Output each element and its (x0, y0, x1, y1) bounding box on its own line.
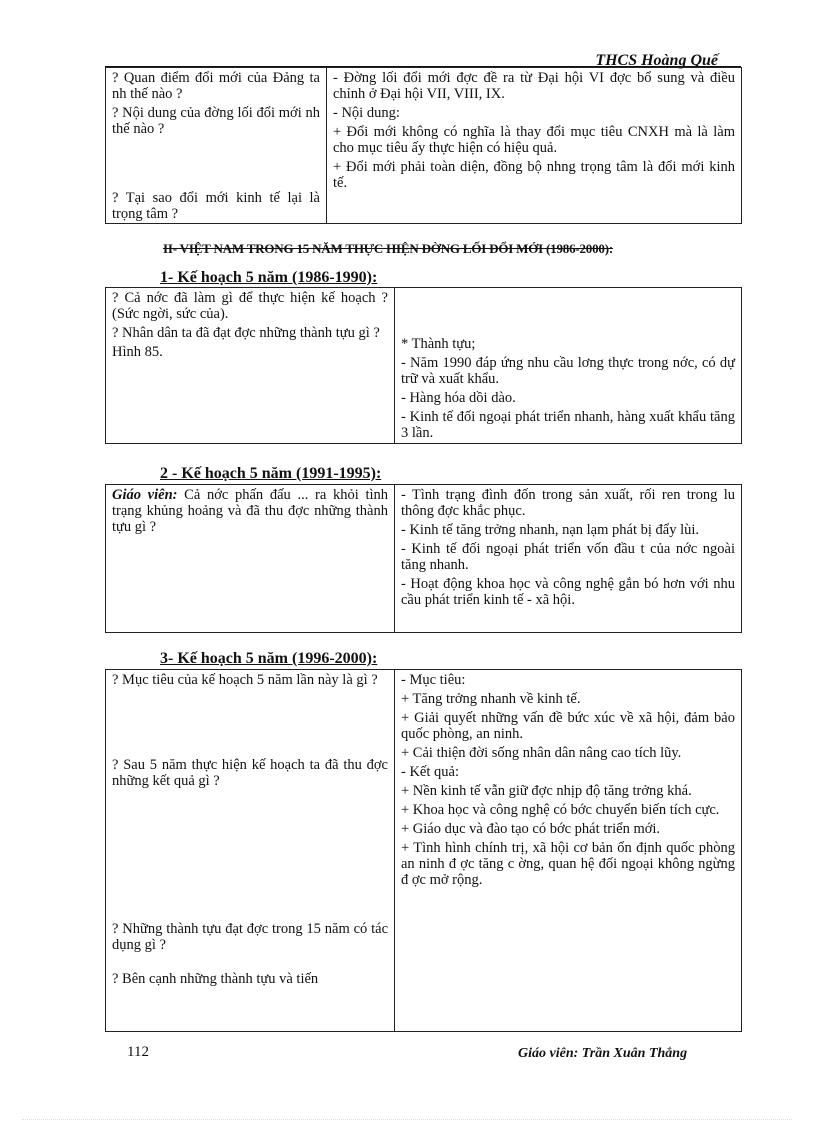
table-plan-3 (105, 669, 742, 1032)
question-cell (106, 485, 395, 633)
answer-9: + Tình hình chính trị, xã hội cơ bản ổn định quốc phòng an ninh đ ợc tăng c ờng, quan hệ đối ngoại không ngừng đ ợc mở rộng. (401, 840, 735, 888)
question-4: ? Bên cạnh những thành tựu và tiến (112, 971, 319, 987)
question-cell (106, 670, 395, 1032)
question-1: ? Quan điểm đổi mới của Đảng ta nh thế nào ? (112, 70, 320, 102)
question-cell (106, 68, 327, 224)
answer-2: - Năm 1990 đáp ứng nhu cầu lơng thực trong nớc, có dự trữ và xuất khẩu. (401, 355, 735, 387)
table-reform-viewpoint (105, 67, 742, 224)
answer-2: - Nội dung: (333, 105, 400, 121)
answer-cell (327, 68, 742, 224)
answer-6: + Nền kinh tế vẫn giữ đợc nhịp độ tăng trởng khá. (401, 783, 692, 799)
answer-4: - Kinh tế đối ngoại phát triển nhanh, hàng xuất khẩu tăng 3 lần. (401, 409, 735, 441)
answer-3: + Giải quyết những vấn đề bức xúc về xã hội, đảm bảo quốc phòng, an ninh. (401, 710, 735, 742)
figure-ref: Hình 85. (112, 344, 163, 360)
answer-1: - Tình trạng đình đốn trong sản xuất, rối ren trong lu thông đợc khắc phục. (401, 487, 735, 519)
answer-4: + Cải thiện đời sống nhân dân nâng cao tích lũy. (401, 745, 682, 761)
plan-3-title: 3- Kế hoạch 5 năm (1996-2000): (160, 650, 378, 667)
answer-1: - Mục tiêu: (401, 672, 466, 688)
page-bottom-rule (22, 1119, 792, 1120)
answer-1: - Đờng lối đổi mới đợc đề ra từ Đại hội VI đợc bổ sung và điều chỉnh ở Đại hội VII, VIII, IX. (333, 70, 735, 102)
answer-7: + Khoa học và công nghệ có bớc chuyển biến tích cực. (401, 802, 720, 818)
answer-4: + Đổi mới phải toàn diện, đồng bộ nhng trọng tâm là đổi mới kinh tế. (333, 159, 735, 191)
teacher-question (112, 487, 388, 535)
question-1: ? Mục tiêu của kế hoạch 5 năm lần này là gì ? (112, 672, 378, 688)
question-2: ? Nhân dân ta đã đạt đợc những thành tựu gì ? (112, 325, 380, 341)
answer-3: - Hàng hóa dồi dào. (401, 390, 516, 406)
section-2-title: II- VIỆT NAM TRONG 15 NĂM THỰC HIỆN ĐỜNG LỐI ĐỔI MỚI (1986-2000): (163, 241, 613, 256)
page-number: 112 (127, 1044, 149, 1060)
school-header: THCS Hoàng Quế (595, 52, 718, 69)
question-1: ? Cả nớc đã làm gì để thực hiện kế hoạch ? (Sức ngời, sức của). (112, 290, 388, 322)
answer-3: + Đổi mới không có nghĩa là thay đổi mục tiêu CNXH mà là làm cho mục tiêu ấy thực hiện có hiệu quả. (333, 124, 735, 156)
answer-5: - Kết quả: (401, 764, 459, 780)
answer-2: + Tăng trởng nhanh về kinh tế. (401, 691, 581, 707)
question-cell (106, 288, 395, 444)
answer-8: + Giáo dục và đào tạo có bớc phát triển mới. (401, 821, 661, 837)
teacher-footer: Giáo viên: Trần Xuân Thắng (518, 1046, 688, 1061)
answer-1: * Thành tựu; (401, 336, 476, 352)
plan-1-title: 1- Kế hoạch 5 năm (1986-1990): (160, 269, 378, 286)
plan-2-title: 2 - Kế hoạch 5 năm (1991-1995): (160, 465, 382, 482)
answer-cell (395, 288, 742, 444)
question-3: ? Những thành tựu đạt đợc trong 15 năm có tác dụng gì ? (112, 921, 388, 953)
question-2: ? Sau 5 năm thực hiện kế hoạch ta đã thu đợc những kết quả gì ? (112, 757, 388, 789)
answer-2: - Kinh tế tăng trởng nhanh, nạn lạm phát bị đẩy lùi. (401, 522, 700, 538)
teacher-label: Giáo viên: (112, 487, 178, 503)
answer-3: - Kinh tế đối ngoại phát triển vốn đầu t của nớc ngoài tăng nhanh. (401, 541, 735, 573)
answer-4: - Hoạt động khoa học và công nghệ gắn bó hơn với nhu cầu phát triển kinh tế - xã hội. (401, 576, 735, 608)
answer-cell (395, 485, 742, 633)
question-2: ? Nội dung của đờng lối đổi mới nh thế nào ? (112, 105, 320, 137)
table-plan-2 (105, 484, 742, 633)
question-3: ? Tại sao đổi mới kinh tế lại là trọng tâm ? (112, 190, 320, 222)
table-plan-1 (105, 287, 742, 444)
answer-cell (395, 670, 742, 1032)
teacher-question-text: Cả nớc phấn đấu ... ra khỏi tình trạng khủng hoảng và đã thu đợc những thành tựu gì ? (112, 487, 389, 535)
